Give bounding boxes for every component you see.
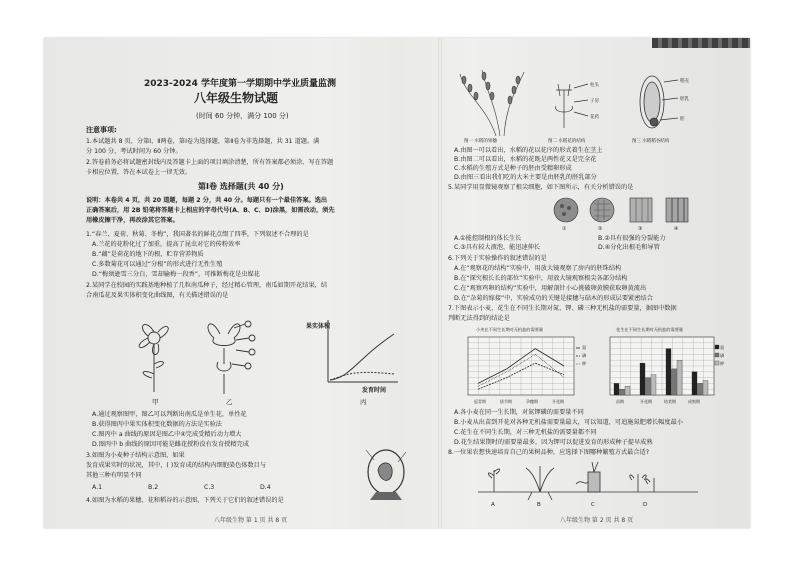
q1-option: C.多数菊花可以通过“分根”的形式进行无性生殖 — [92, 261, 223, 268]
right-page-footer: 八年级生物 第 2 页 共 8 页 — [560, 517, 634, 524]
bar — [677, 360, 682, 395]
exam-title: 八年级生物试题 — [194, 91, 279, 105]
q7-stem: 7.下图表示小麦、花生在不同生长期对氮、钾、磷三种无机盐的需要量，据图中数据 — [448, 305, 677, 312]
bar — [625, 386, 630, 395]
q3-stem: 3.如图为小麦种子结构示意图，如果 — [86, 452, 185, 459]
legend-entry: 钾 — [582, 361, 587, 366]
fertilizer-charts — [458, 325, 744, 405]
flower-yi-drawing — [208, 321, 255, 394]
propagation-figure — [478, 458, 698, 514]
bar — [651, 375, 656, 395]
legend-entry: 氮 — [720, 345, 725, 350]
option-label: C — [591, 502, 595, 508]
cell-label: ③ — [638, 226, 643, 232]
q2-option: C.图丙中 a 曲线的原因是图乙中④完成受精后动力增大 — [92, 431, 242, 438]
q3-stem: 其他三种有明显不同 — [86, 472, 142, 479]
root-cells-figure — [552, 194, 702, 232]
q1-option: D.“梅须逊雪三分白，雪却输梅一段香”，可推断梅花是虫媒花 — [92, 271, 260, 278]
note-line: 1.本试题共 8 页，分第Ⅰ、Ⅱ两卷，第Ⅰ卷为选择题，第Ⅱ卷为非选择题，共 31 道题。满 — [86, 138, 320, 145]
q1-option: A.兰花的花粉化过了加重，提高了昆虫对它的传粉效率 — [92, 241, 241, 248]
q3-option: C.3 — [204, 484, 215, 491]
category-label: 拔节期 — [500, 399, 512, 404]
q3-stem: 发育成果实时的状况，其中，( )发育成的结构内细胞染色体数目与 — [86, 462, 267, 469]
fig-caption: 图一 水稻的果穗 — [464, 139, 497, 144]
rice-figures — [456, 66, 706, 144]
q2-option: D.图丙中 b 曲线的原因可能是雌花授粉没有发育授精完成 — [92, 441, 249, 448]
cell-label: ① — [562, 226, 567, 232]
cell-label: ② — [598, 226, 603, 232]
axis-label-x: 发育时间 — [362, 387, 387, 394]
q2-stem: 合南瓜花及果实体积变化曲线图，有关描述错误的是 — [86, 292, 229, 299]
q6-option: C.在“观察鸡卵的结构”实验中，用解剖针小心挑破卵黄膜获取卵黄流出 — [454, 285, 647, 292]
category-label: 返青期 — [474, 399, 486, 404]
fig-caption: 图三 水稻稻谷结构 — [632, 139, 670, 144]
right-page — [448, 38, 744, 528]
root-cell-2 — [590, 198, 614, 222]
q4-stem: 4.如图为水稻的果穗、花和稻谷的示意图，下列关于它们的叙述错误的是 — [86, 497, 284, 504]
q3-option: B.2 — [148, 484, 159, 491]
q5-option: A.①能控制根的体长生长 — [454, 235, 522, 242]
option-label: B — [537, 502, 541, 508]
q5-stem: 5.某同学用显微镜观察了根尖细胞，如下图所示，有关分析错误的是 — [448, 184, 634, 191]
q2-option: B.获得图丙中果实体积变化数据的方法是实验法 — [92, 421, 222, 428]
q5-option: B.②具有很强的分裂能力 — [598, 235, 666, 242]
propagation-c-drawing — [576, 462, 600, 492]
propagation-a-drawing — [488, 469, 499, 492]
root-cell-1 — [554, 198, 578, 222]
q5-option: C.③具有较大液泡，能迅速伸长 — [454, 244, 541, 251]
q7-option: C.花生在不同生长期，对三种无机盐的需要量都不同 — [454, 429, 597, 436]
notes-title: 注意事项: — [86, 126, 117, 134]
bar — [620, 389, 625, 395]
q1-stem: 1.“春兰、夏荷、秋菊、冬梅”，我国著名的鲜花点缀了四季，下列叙述不合理的是 — [86, 231, 309, 238]
legend-swatch — [715, 361, 719, 365]
q4-option: D.由图三看出我们吃的大米主要是由胚乳的胚乳部分 — [454, 174, 597, 181]
wheat-seed-drawing — [356, 430, 416, 506]
category-label: 开花期 — [552, 399, 564, 404]
page-fold — [438, 38, 442, 528]
chart-left-title: 小麦在不同生长期对无机盐的需要量 — [476, 327, 544, 332]
exam-header: 2023-2024 学年度第一学期期中学业质量监测 — [144, 79, 336, 89]
category-label: 开花期 — [640, 399, 652, 404]
q8-stem: 8.一位果农想快速培育自己的果树品种，应选择下图哪种繁殖方式最合适? — [448, 449, 649, 456]
section1-desc: 正确答案后，用 2B 铅笔将答题卡上相应的字母代号(A、B、C、D)涂黑，如需改动，须先 — [86, 207, 335, 214]
q6-option: A.在“观察花的结构”实验中，用放大镜观察了房内的胚珠结构 — [454, 265, 622, 272]
note-line: 分 100 分，考试时间为 60 分钟。 — [86, 148, 182, 155]
option-label: D — [643, 502, 648, 508]
rice-part-label: 子房 — [590, 99, 599, 104]
category-label: 苗期 — [616, 399, 624, 404]
legend-entry: 磷 — [582, 353, 587, 358]
rice-part-label: 胚乳 — [680, 97, 689, 102]
exam-paper — [44, 38, 750, 528]
time-note: (时间 60 分钟，满分 100 分) — [196, 112, 289, 120]
bar — [703, 381, 708, 396]
section1-desc: 用橡皮擦干净，再改涂其它答案。 — [86, 217, 179, 224]
wheat-chart-grid — [468, 337, 574, 395]
chart-right-title: 花生在不同生长期对无机盐的需要量 — [616, 327, 684, 332]
rice-part-label: 胚 — [680, 117, 685, 122]
category-label: 成熟期 — [688, 399, 700, 404]
root-cell-3 — [630, 198, 652, 222]
q4-option: C.水稻的生殖方式是种子的胚由受精卵形成 — [454, 165, 572, 172]
cell-label: ④ — [674, 226, 679, 232]
rice-grain-drawing — [640, 76, 678, 128]
section1-desc: 说明：本卷共 4 页，共 20 道题，每题 2 分，共 40 分。每题只有一个最佳答案。选出 — [86, 197, 328, 204]
legend-entry: 磷 — [720, 353, 725, 358]
legend-entry: 氮 — [582, 345, 587, 350]
q7-option: D.花生结果期时的需要量最多，因为钾可以促进发育的形成种子提早成熟 — [454, 439, 653, 446]
axis-label-y: 果实体积 — [306, 323, 331, 330]
fig-label-jia: 甲 — [152, 398, 159, 406]
rice-part-label: 花药 — [590, 115, 599, 120]
growth-curve-graph — [328, 320, 398, 382]
section1-title: 第Ⅰ卷 选择题(共 40 分) — [198, 182, 284, 191]
root-cell-4 — [666, 198, 688, 222]
propagation-b-drawing — [526, 466, 554, 500]
q6-option: D.在“杂菊的嫁接”中，实验成功的关键是接穗与砧木的形成层要紧密结合 — [454, 295, 653, 302]
legend-entry: 钾 — [720, 361, 725, 366]
q2-option: A.通过观察图甲，图乙可以判断出南瓜是单生花，单性花 — [92, 411, 247, 418]
q4-option: A.由图一可以看出，水稻的花以花序的形式着生在茎上 — [454, 147, 603, 154]
fig-label-yi: 乙 — [226, 398, 233, 406]
bar — [698, 383, 703, 395]
rice-part-label: 柱头 — [590, 83, 599, 88]
fig-caption: 图二 水稻花的结构 — [548, 139, 586, 144]
category-label: 孕穗期 — [526, 399, 538, 404]
q2-figure — [102, 304, 402, 408]
bar — [692, 372, 697, 395]
note-line: 2.答卷前务必将试题密封线内及答题卡上面的项目填涂清楚，所有答案都必须涂、写在答题 — [86, 159, 334, 166]
propagation-d-drawing — [630, 474, 654, 492]
q7-option: A.各小麦在同一生长期，对氮钾磷的需要量不同 — [454, 409, 584, 416]
left-page — [78, 38, 423, 528]
q7-stem: 判断无法得到的结论是 — [448, 315, 510, 322]
q1-option: B.“藕”是荷花的地下的根，贮存营养物质 — [92, 251, 204, 258]
left-page-footer: 八年级生物 第 1 页 共 8 页 — [214, 517, 288, 524]
q5-option: D.④分化出根毛和导管 — [598, 244, 660, 251]
category-label: 结荚期 — [664, 399, 676, 404]
bar — [666, 349, 671, 395]
bar — [672, 369, 677, 395]
fig-label-bing: 丙 — [360, 398, 367, 406]
option-label: A — [491, 502, 495, 508]
q2-stem: 2.某同学在校园的实践基地种植了几粒南瓜种子，经过精心管理，南瓜如期开花结果，结 — [86, 282, 328, 289]
legend-swatch — [715, 345, 719, 349]
bar — [646, 378, 651, 395]
rice-part-label: 稻壳 — [680, 79, 689, 84]
flower-jia-drawing — [139, 324, 168, 392]
bar — [614, 383, 619, 395]
rice-panicle-drawing — [460, 70, 524, 136]
q7-option: B.小麦从出苗到开花对各种无机盐需要量最大，可以知道，可追施氮肥增长幅度最小 — [454, 419, 683, 426]
legend-swatch — [715, 353, 719, 357]
note-line: 卡相应位置，答在本试卷上一律无效。 — [86, 169, 192, 176]
rice-flower-drawing — [556, 84, 588, 128]
bar — [640, 363, 645, 395]
q6-stem: 6.下列关于实验操作的叙述错误的是 — [448, 255, 547, 262]
q6-option: B.在“探究根长长的部位”实验中，用放大镜观察根尖各部分结构 — [454, 275, 628, 282]
q4-option: B.由图二可以看出，水稻的花既是两性花又是完全花 — [454, 156, 597, 163]
q3-option: A.1 — [92, 484, 103, 491]
q3-option: D.4 — [260, 484, 271, 491]
